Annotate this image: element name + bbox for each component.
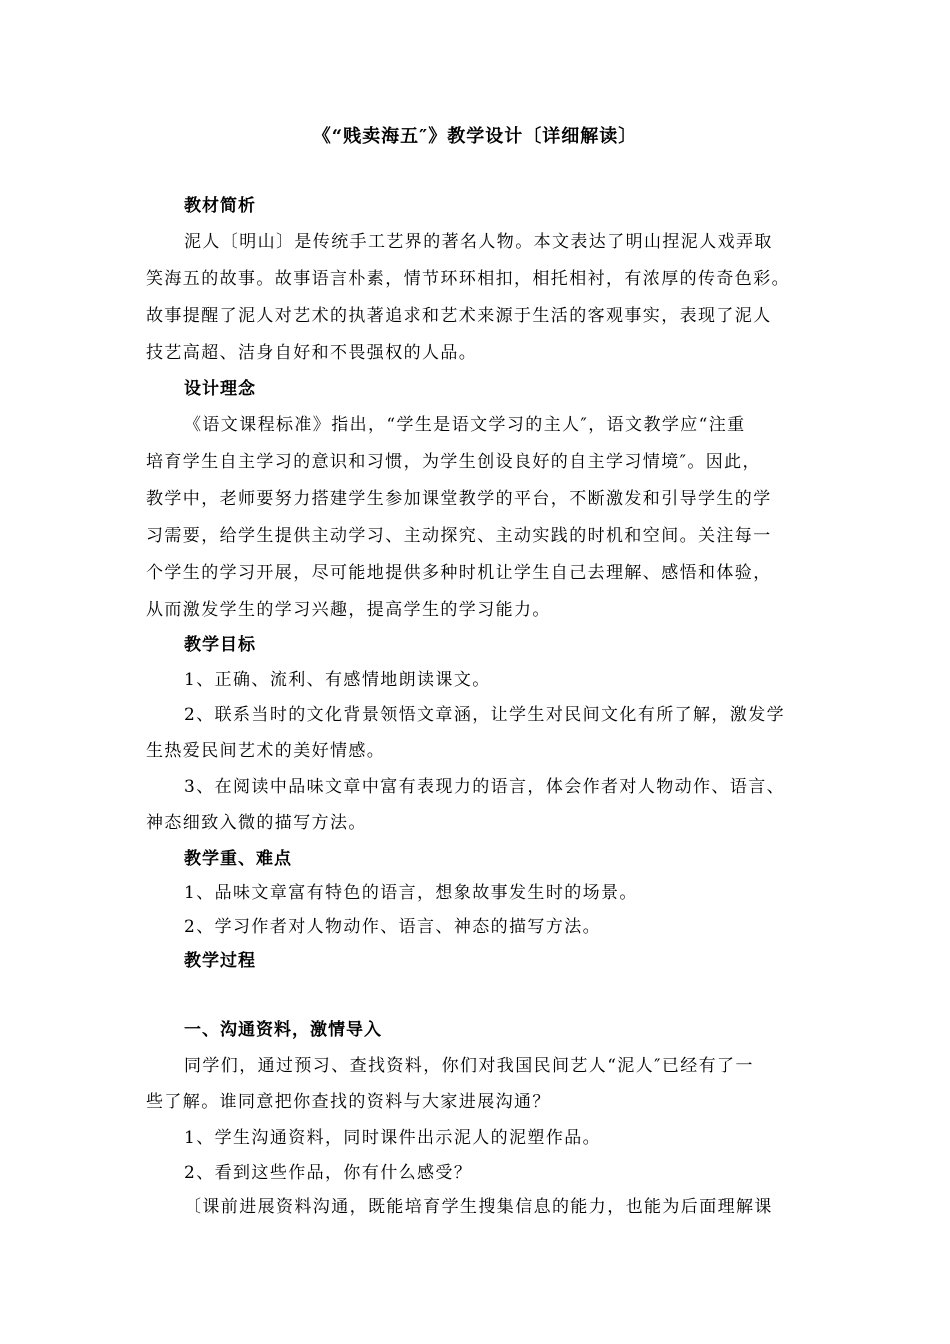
document-title: 《“贱卖海五″》教学设计〔详细解读〕: [312, 126, 638, 147]
paragraph-line: 同学们，通过预习、查找资料，你们对我国民间艺人“泥人″已经有了一: [184, 1056, 754, 1076]
list-item: 2、联系当时的文化背景领悟文章涵，让学生对民间文化有所了解，激发学: [184, 705, 786, 725]
paragraph-line: 《语文课程标准》指出，“学生是语文学习的主人″，语文教学应“注重: [184, 415, 746, 435]
paragraph-line: 故事提醒了泥人对艺术的执著追求和艺术来源于生活的客观事实，表现了泥人: [146, 306, 772, 326]
paragraph-line: 习需要，给学生提供主动学习、主动探究、主动实践的时机和空间。关注每一: [146, 526, 772, 546]
list-item-continued: 生热爱民间艺术的美好情感。: [146, 741, 386, 761]
paragraph-line: 〔课前进展资料沟通，既能培育学生搜集信息的能力，也能为后面理解课: [184, 1197, 773, 1217]
subsection-heading-introduction: 一、沟通资料，激情导入: [184, 1020, 382, 1040]
section-heading-design-concept: 设计理念: [184, 379, 256, 399]
list-item: 1、品味文章富有特色的语言，想象故事发生时的场景。: [184, 883, 638, 903]
section-heading-textbook-analysis: 教材简析: [184, 196, 256, 216]
list-item: 3、在阅读中品味文章中富有表现力的语言，体会作者对人物动作、语言、: [184, 777, 786, 797]
paragraph-line: 培育学生自主学习的意识和习惯，为学生创设良好的自主学习情境″。因此，: [146, 452, 761, 472]
paragraph-line: 教学中，老师要努力搭建学生参加课堂教学的平台，不断激发和引导学生的学: [146, 489, 772, 509]
list-item-continued: 神态细致入微的描写方法。: [146, 813, 367, 833]
section-heading-teaching-goals: 教学目标: [184, 635, 256, 655]
paragraph-line: 泥人〔明山〕是传统手工艺界的著名人物。本文表达了明山捏泥人戏弄取: [184, 232, 773, 252]
paragraph-line: 笑海五的故事。故事语言朴素，情节环环相扣，相托相衬，有浓厚的传奇色彩。: [146, 269, 790, 289]
paragraph-line: 些了解。谁同意把你查找的资料与大家进展沟通？: [146, 1092, 551, 1112]
section-heading-teaching-process: 教学过程: [184, 951, 256, 971]
list-item: 2、看到这些作品，你有什么感受？: [184, 1163, 473, 1183]
paragraph-line: 技艺高超、洁身自好和不畏强权的人品。: [146, 343, 478, 363]
paragraph-line: 个学生的学习开展，尽可能地提供多种时机让学生自己去理解、感悟和体验，: [146, 563, 772, 583]
list-item: 1、学生沟通资料，同时课件出示泥人的泥塑作品。: [184, 1128, 602, 1148]
paragraph-line: 从而激发学生的学习兴趣，提高学生的学习能力。: [146, 600, 551, 620]
section-heading-key-points: 教学重、难点: [184, 849, 292, 869]
list-item: 1、正确、流利、有感情地朗读课文。: [184, 670, 491, 690]
list-item: 2、学习作者对人物动作、语言、神态的描写方法。: [184, 917, 602, 937]
